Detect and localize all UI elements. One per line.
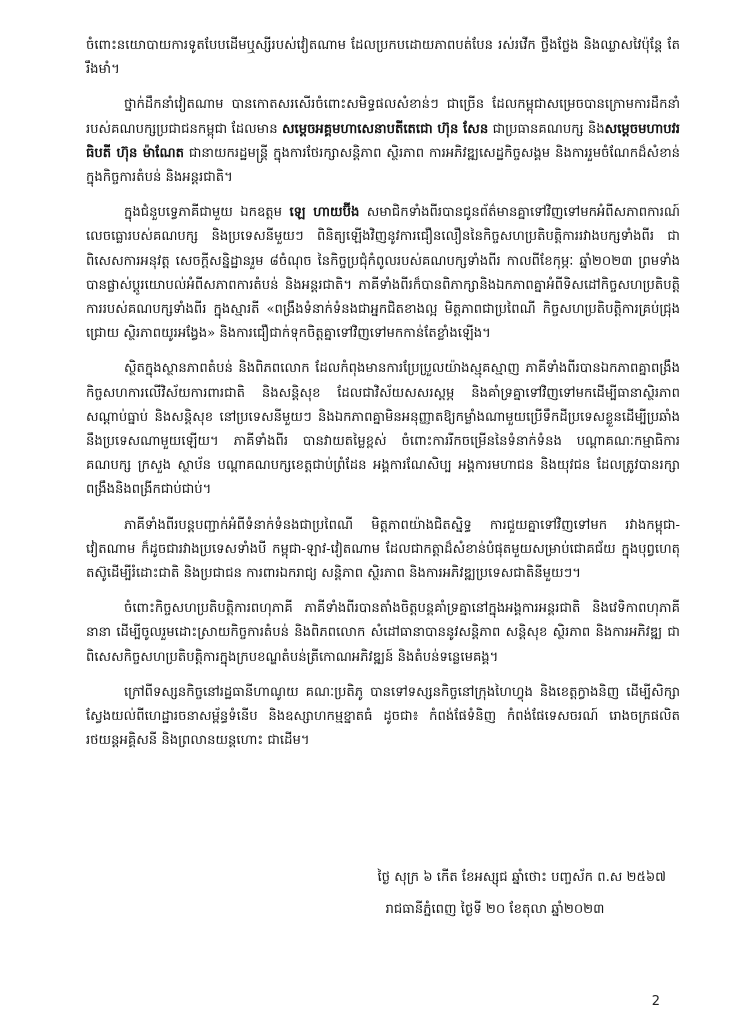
paragraph-text: ភាគីទាំងពីរបន្តបញ្ជាក់អំពីទំនាក់ទំនងជាប្រពៃណី មិត្តភាពយ៉ាងជិតស្និទ្ធ ការជួយគ្នាទៅវិញទៅមក រវាងកម្ពុជា-វៀតណាម ក៏ដូចជារវាងប្រទេសទាំងបី កម្ពុជា-ឡាវ-វៀតណាម ដែលជាកត្តាដ៏សំខាន់បំផុតមួយសម្រាប់ជោគជ័យ ក្នុងបុព្វហេតុតស៊ូដើម្បីរំដោះជាតិ និងប្រជាជន ការពារឯករាជ្យ សន្តិភាព ស្ថិរភាព និងការអភិវឌ្ឍប្រទេសជាតិនីមួយៗ។	[86, 517, 680, 582]
bold-name: សម្ដេចមហាបវរធិបតី ហ៊ុន ម៉ាណែត	[86, 121, 680, 161]
place-and-date: រាជធានីភ្នំពេញ ថ្ងៃទី ២០ ខែតុលា ឆ្នាំ២០២៣	[385, 902, 605, 917]
paragraph-text: ចំពោះនយោបាយការទូតបែបដើមឬស្សីរបស់វៀតណាម ដែលប្រកបដោយភាពបត់បែន រស់រវើក ថ្លឹងថ្លែង និងឈ្លាសវៃប៉ុន្តែ តែរឹងមាំ។	[86, 38, 680, 78]
paragraph-text: ក្នុងជំនួបទ្វេភាគីជាមួយ ឯកឧត្តម	[124, 205, 290, 221]
paragraph-p7-visit	[86, 681, 680, 754]
paragraph-p4-regional	[86, 357, 680, 502]
paragraph-p5-friendship	[86, 514, 680, 587]
paragraph-p3-meeting	[86, 201, 680, 346]
bold-name: សម្ដេចអគ្គមហាសេនាបតីតេជោ ហ៊ុន សែន	[281, 121, 489, 137]
paragraph-text: ថ្នាក់ដឹកនាំវៀតណាម បានកោតសរសើរចំពោះសមិទ្ធផលសំខាន់ៗ ជាច្រើន ដែលកម្ពុជាសម្រេចបានក្រោមការដឹកនាំរបស់គណបក្សប្រជាជនកម្ពុជា ដែលមាន	[86, 97, 680, 137]
paragraph-text: ស្ថិតក្នុងស្ថានភាពតំបន់ និងពិភពលោក ដែលកំពុងមានការប្រែប្រួលយ៉ាងស្មុគស្មាញ ភាគីទាំងពីរបានឯកភាពគ្នាពង្រឹងកិច្ចសហការលើវិស័យការពារជាតិ និងសន្តិសុខ ដែលជាវិស័យសសរស្តម្ភ និងគាំទ្រគ្នាទៅវិញទៅមកដើម្បីធានាស្ថិរភាព សណ្តាប់ធ្នាប់ និងសន្តិសុខ នៅប្រទេសនីមួយៗ និងឯកភាពគ្នាមិនអនុញ្ញាតឱ្យកម្លាំងណាមួយប្រើទឹកដីប្រទេសខ្លួនដើម្បីប្រឆាំងនឹងប្រទេសណាមួយឡើយ។ ភាគីទាំងពីរ បានវាយតម្លៃខ្ពស់ ចំពោះការរីកចម្រើននៃទំនាក់ទំនង បណ្តាគណៈកម្មាធិការគណបក្ស ក្រសួង ស្ថាប័ន បណ្តាគណបក្សខេត្តជាប់ព្រំដែន អង្គការណែសិប្ប អង្គការមហាជន និងយុវជន ដែលត្រូវបានរក្សាពង្រឹងនិងពង្រីកជាប់ជាប់។	[86, 361, 680, 498]
signoff-block	[377, 862, 666, 926]
paragraph-p6-multilateral	[86, 597, 680, 670]
paragraph-text: សមាជិកទាំងពីរបានជូនព័ត៌មានគ្នាទៅវិញទៅមកអំពីសភាពការណ៍លេចធ្លោរបស់គណបក្ស និងប្រទេសនីមួយៗ ពិនិត្យឡើងវិញនូវការជឿនលឿននៃកិច្ចសហប្រតិបត្តិការរវាងបក្សទាំងពីរ ជាពិសេសការអនុវត្ត សេចក្តីសន្និដ្ឋានរួម ៨ចំណុច នៃកិច្ចប្រជុំកំពូលរបស់គណបក្សទាំងពីរ កាលពីខែកុម្ភៈ ឆ្នាំ២០២៣ ព្រមទាំងបានផ្លាស់ប្តូរយោបល់អំពីសភាពការតំបន់ និងអន្តរជាតិ។ ភាគីទាំងពីរក៏បានពិភាក្សានិងឯកភាពគ្នាអំពីទិសដៅកិច្ចសហប្រតិបត្តិការរបស់គណបក្សទាំងពីរ ក្នុងស្មារតី «ពង្រឹងទំនាក់ទំនងជាអ្នកជិតខាងល្អ មិត្តភាពជាប្រពៃណី កិច្ចសហប្រតិបត្តិការគ្រប់ជ្រុងជ្រោយ ស្ថិរភាពយូរអង្វែង» និងការជឿជាក់ទុកចិត្តគ្នាទៅវិញទៅមកកាន់តែខ្លាំងឡើង។	[86, 205, 681, 342]
paragraph-p1-continuation	[86, 34, 680, 82]
paragraph-text: ចំពោះកិច្ចសហប្រតិបត្តិការពហុភាគី ភាគីទាំងពីរបានតាំងចិត្តបន្តគាំទ្រគ្នានៅក្នុងអង្គការអន្តរជាតិ និងវេទិកាពហុភាគីនានា ដើម្បីចូលរួមដោះស្រាយកិច្ចការតំបន់ និងពិភពលោក សំដៅធានាបាននូវសន្តិភាព សន្តិសុខ ស្ថិរភាព និងការអភិវឌ្ឍ ជាពិសេសកិច្ចសហប្រតិបត្តិការក្នុងក្របខណ្ឌតំបន់ត្រីកោណអភិវឌ្ឍន៍ និងតំបន់ទន្លេមេគង្គ។	[86, 601, 680, 665]
paragraph-p2-leadership-praise	[86, 93, 680, 190]
document-body	[86, 34, 680, 753]
paragraph-text: ជាប្រធានគណបក្ស និង	[488, 121, 605, 137]
page-number: 2	[651, 994, 660, 1009]
paragraph-text: ជានាយករដ្ឋមន្ត្រី ក្នុងការថែរក្សាសន្តិភាព ស្ថិរភាព ការអភិវឌ្ឍសេដ្ឋកិច្ចសង្គម និងការរួមចំណែកដ៏សំខាន់ក្នុងកិច្ចការតំបន់ និងអន្តរជាតិ។	[86, 145, 680, 186]
lunar-date: ថ្ងៃ សុក្រ ៦ កើត ខែអស្សុជ ឆ្នាំថោះ បញ្ចស័ក ព.ស ២៥៦៧	[377, 870, 666, 885]
bold-name: ឡេ ហាយប៊ីង	[289, 205, 360, 221]
paragraph-text: ក្រៅពីទស្សនកិច្ចនៅរដ្ឋធានីហាណូយ គណៈប្រតិភូ បានទៅទស្សនកិច្ចនៅក្រុងហៃហ្វុង និងខេត្តក្វាងនិញ ដើម្បីសិក្សាស្វែងយល់ពីហេដ្ឋារចនាសម្ព័ន្ធទំនើប និងឧស្សាហកម្មខ្នាតធំ ដូចជា៖ កំពង់ផែទំនិញ កំពង់ផែទេសចរណ៍ រោងចក្រផលិតរថយន្តអគ្គិសនី និងព្រលានយន្តហោះ ជាដើម។	[86, 684, 680, 749]
